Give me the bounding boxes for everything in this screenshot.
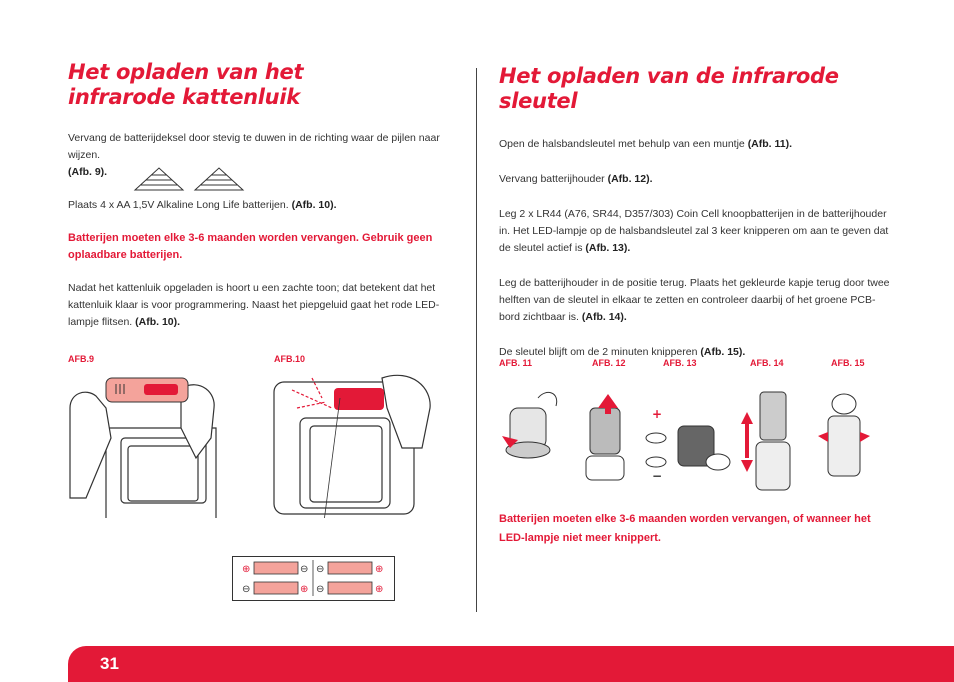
left-title-line1: Het opladen van het [68,60,304,84]
cat-flap-illustration-fig9 [66,368,226,518]
svg-text:⊕: ⊕ [242,564,251,575]
right-paragraph-2 [499,171,894,188]
left-p2-ref: (Afb. 10). [291,199,337,211]
left-p3-ref: (Afb. 10). [135,316,181,328]
right-p1-text: Open de halsbandsleutel met behulp van een muntje [499,138,745,150]
right-paragraph-1 [499,136,894,153]
left-warning: Batterijen moeten elke 3-6 maanden worden vervangen. Gebruik geen oplaadbare batterijen. [68,232,433,261]
right-warning: Batterijen moeten elke 3-6 maanden worden vervangen, of wanneer het LED-lampje niet meer knippert. [499,513,871,544]
page-footer-bar [68,646,954,682]
left-column [68,60,460,331]
fig15-label: AFB. 15 [831,358,865,368]
left-p2-text: Plaats 4 x AA 1,5V Alkaline Long Life batterijen. [68,199,289,211]
cat-flap-illustration-fig10 [262,368,442,518]
right-p4-text: Leg de batterijhouder in de positie terug. Plaats het gekleurde kapje terug door twee helften van de sleutel in elkaar te zetten en controleer daarbij of het groene PCB-bord zichtbaar is. [499,277,890,323]
right-p4-ref: (Afb. 14). [581,311,627,323]
right-paragraph-3 [499,206,894,257]
svg-text:⊖: ⊖ [316,564,325,575]
battery-pack-illustration [232,556,396,602]
right-p1-ref: (Afb. 11). [747,138,793,150]
right-p2-ref: (Afb. 12). [607,173,653,185]
right-p5-text: De sleutel blijft om de 2 minuten knipperen [499,346,698,358]
page-number: 31 [100,654,119,673]
key-illustration [498,378,878,498]
fig9-label: AFB.9 [68,354,95,364]
left-p1-text: Vervang de batterijdeksel door stevig te duwen in de richting waar de pijlen naar wijzen. [68,132,440,161]
fig13-label: AFB. 13 [663,358,697,368]
right-title: Het opladen van de infrarode sleutel [499,64,839,113]
right-p2-text: Vervang batterijhouder [499,173,605,185]
left-title-line2: infrarode kattenluik [68,85,300,109]
right-p3-text: Leg 2 x LR44 (A76, SR44, D357/303) Coin Cell knoopbatterijen in de batterijhouder in. Het LED-lampje op de halsbandsleutel zal 3 keer knipperen om aan te geven dat de sleutel actief is [499,208,889,254]
left-paragraph-1 [68,130,460,181]
svg-text:⊕: ⊕ [300,584,309,595]
left-paragraph-2 [68,197,460,214]
left-p1-ref: (Afb. 9). [68,166,108,178]
fig10-label: AFB.10 [274,354,306,364]
right-p3-ref: (Afb. 13). [585,242,631,254]
right-paragraph-4 [499,275,894,326]
svg-text:⊖: ⊖ [242,584,251,595]
svg-text:⊕: ⊕ [375,564,384,575]
left-p3-text: Nadat het kattenluik opgeladen is hoort u een zachte toon; dat betekent dat het kattenluik klaar is voor programmering. Naast het piepgeluid gaat het rode LED-lampje flitsen. [68,282,440,328]
svg-text:+: + [652,407,663,421]
left-title [68,60,460,110]
battery-cover-arrow-icon [133,166,245,192]
right-p5-ref: (Afb. 15). [700,346,746,358]
right-column [499,60,894,361]
svg-text:⊖: ⊖ [300,564,309,575]
svg-text:⊕: ⊕ [375,584,384,595]
svg-text:−: − [652,469,663,483]
fig11-label: AFB. 11 [499,358,533,368]
column-divider [476,68,477,612]
left-paragraph-3 [68,280,460,331]
svg-text:⊖: ⊖ [316,584,325,595]
fig12-label: AFB. 12 [592,358,626,368]
fig14-label: AFB. 14 [750,358,784,368]
